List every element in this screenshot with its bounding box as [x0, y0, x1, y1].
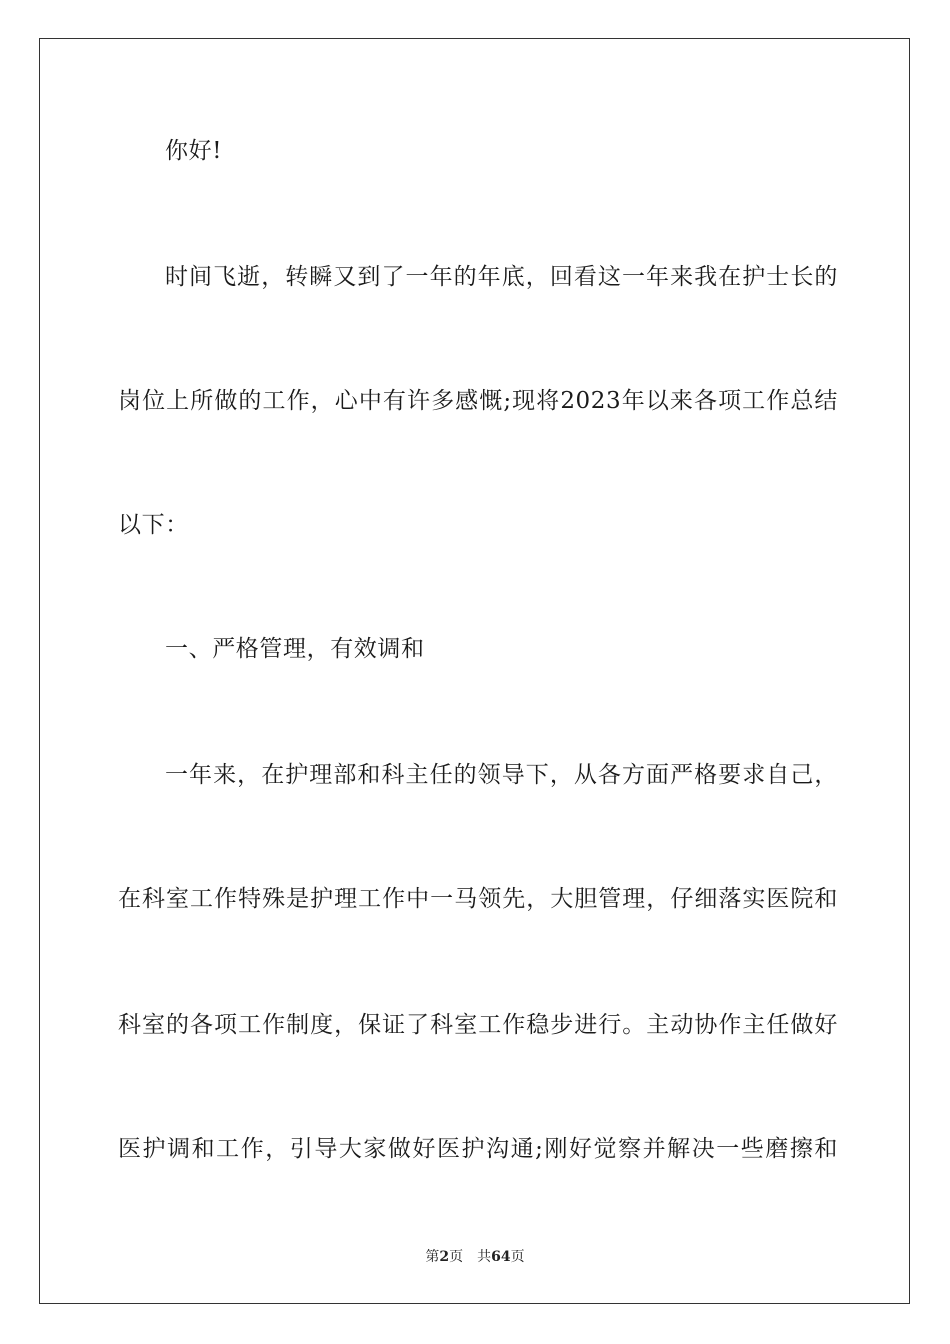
paragraph-line: 科室的各项工作制度，保证了科室工作稳步进行。主动协作主任做好	[118, 1012, 838, 1038]
section-heading: 一、严格管理，有效调和	[165, 636, 425, 662]
page-prefix: 第	[425, 1249, 440, 1265]
paragraph-line: 在科室工作特殊是护理工作中一马领先，大胆管理，仔细落实医院和	[118, 886, 838, 912]
page-total: 64	[491, 1249, 511, 1265]
paragraph-line: 时间飞逝，转瞬又到了一年的年底，回看这一年来我在护士长的	[165, 264, 838, 290]
paragraph-line: 一年来，在护理部和科主任的领导下，从各方面严格要求自己，	[165, 762, 838, 788]
total-suffix: 页	[510, 1249, 525, 1265]
paragraph-line: 岗位上所做的工作，心中有许多感慨;现将2023年以来各项工作总结	[118, 388, 838, 414]
page-current: 2	[439, 1249, 450, 1265]
page-border	[39, 38, 910, 1304]
page-footer	[0, 1247, 950, 1267]
greeting-line: 你好!	[165, 138, 223, 164]
total-prefix: 共	[477, 1249, 492, 1265]
paragraph-line: 医护调和工作，引导大家做好医护沟通;刚好觉察并解决一些磨擦和	[118, 1136, 838, 1162]
paragraph-line: 以下：	[118, 512, 189, 538]
page-suffix: 页	[449, 1249, 464, 1265]
